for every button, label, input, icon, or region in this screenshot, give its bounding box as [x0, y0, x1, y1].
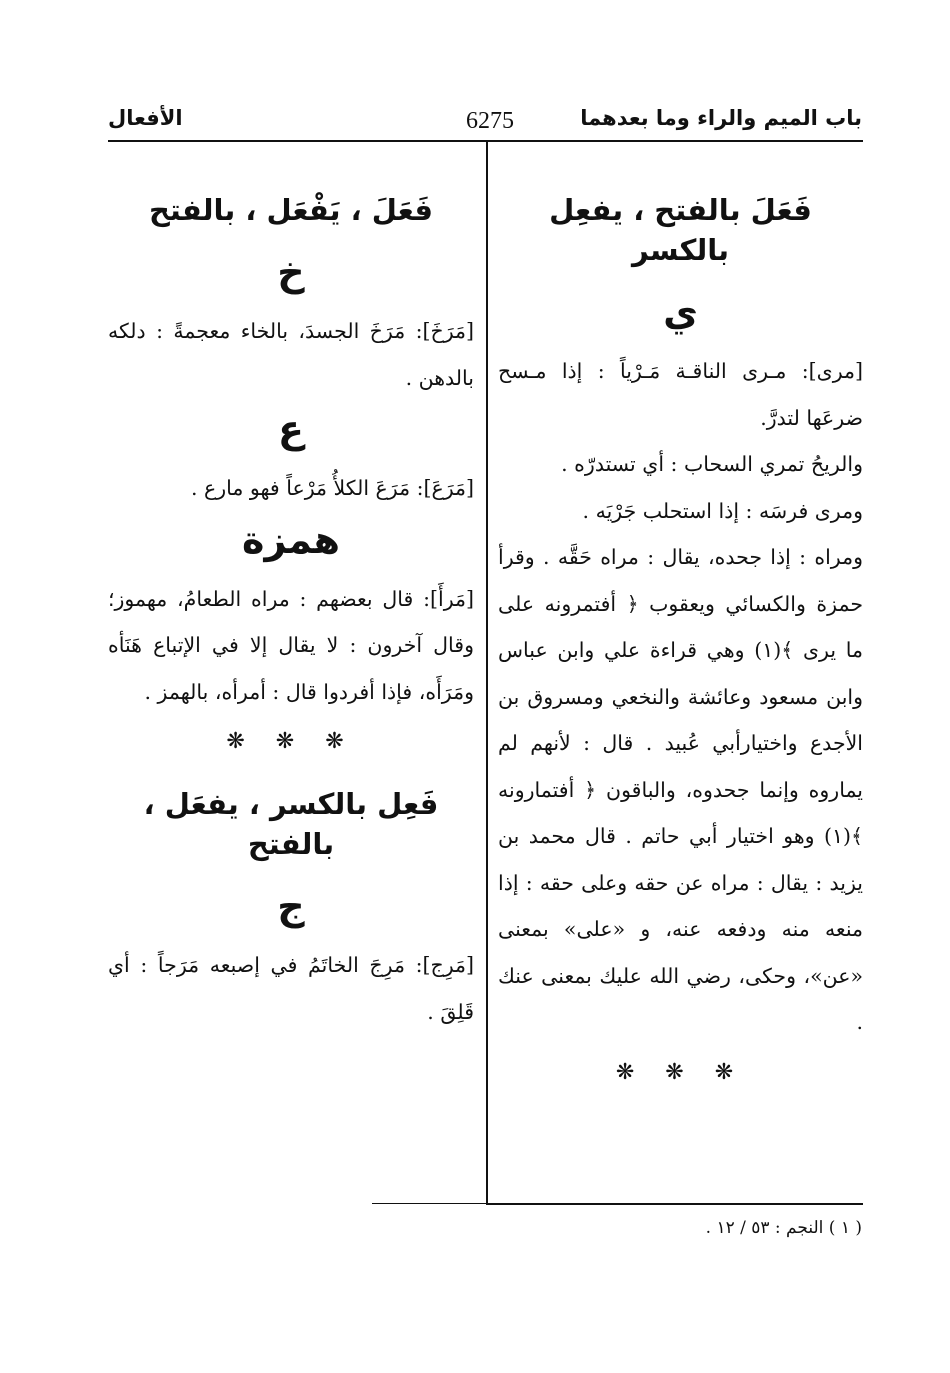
entry-paragraph: [مَرِج]: مَرِجَ الخاتَمُ في إصبعه مَرَجاً : أي قَلِقَ .: [108, 953, 474, 1024]
entry-paragraph: ومرى فرسَه : إذا استحلب جَرْيَه .: [582, 498, 863, 523]
page-number: 6275: [466, 108, 514, 134]
running-header-section: الأفعال: [108, 106, 183, 130]
footnote: ( ١ ) النجم : ٥٣ / ١٢ .: [705, 1218, 862, 1238]
section-separator: ❋ ❋ ❋: [226, 729, 356, 754]
entry-paragraph: والريحُ تمري السحاب : أي تستدرّه .: [561, 452, 863, 476]
letter-heading-ain: ع: [278, 407, 304, 451]
section-title: فَعِل بالكسر ، يفعَل ، بالفتح: [143, 787, 439, 861]
footnote-rule: [486, 1203, 863, 1205]
entry-paragraph: [مَرَخَ]: مَرَخَ الجسدَ، بالخاء معجمةً : دلكه بالدهن .: [108, 319, 474, 390]
entry-paragraph: ومراه : إذا جحده، يقال : مراه حَقَّه . وقرأ حمزة والكسائي ويعقوب ﴿ أفتمرونه على ما يرى ﴾(١) وهي قراءة علي وابن عباس وابن مسعود وعائشة والنخعي ومسروق بن الأجدع واختيارأبي عُبيد . قال : لأنهم لم يماروه وإنما جحدوه، والباقون ﴿ أفتمارونه ﴾(١) وهو اختيار أبي حاتم . قال محمد بن يزيد : يقال : مراه عن حقه وعلى حقه : إذا منعه منه ودفعه عنه، و «على» بمعنى «عن»، وحكى، رضي الله عليك بمعنى عنك .: [498, 545, 863, 1034]
column-divider: [486, 140, 488, 1204]
entry-paragraph: [مَرأَ]: قال بعضهم : مراه الطعامُ، مهموز؛ وقال آخرون : لا يقال إلا في الإتباع هَنَأه ومَرَأَه، فإذا أفردوا قال : أمرأه، بالهمز .: [108, 586, 474, 704]
letter-heading-hamza: همزة: [242, 517, 340, 562]
entry-paragraph: [مرى]: مـرى الناقـة مَـرْياً : إذا مـسح ضرعَها لتدرَّ.: [498, 359, 863, 430]
letter-heading-jim: ج: [277, 884, 305, 928]
letter-heading-kha: خ: [277, 250, 305, 294]
left-column-end-rule: [372, 1203, 486, 1204]
entry-paragraph: [مَرَعَ]: مَرَعَ الكلأُ مَرْعاً فهو مارع .: [190, 476, 474, 500]
left-column: [108, 160, 474, 1035]
section-separator: ❋ ❋ ❋: [615, 1059, 746, 1085]
letter-heading-ya: ي: [663, 290, 698, 334]
running-header-chapter: باب الميم والراء وما بعدهما: [580, 106, 862, 130]
section-title: فَعَلَ بالفتح ، يفعِل بالكسر: [549, 193, 812, 267]
right-column: [498, 160, 863, 1093]
section-title: فَعَلَ ، يَفْعَل ، بالفتح: [149, 193, 433, 227]
